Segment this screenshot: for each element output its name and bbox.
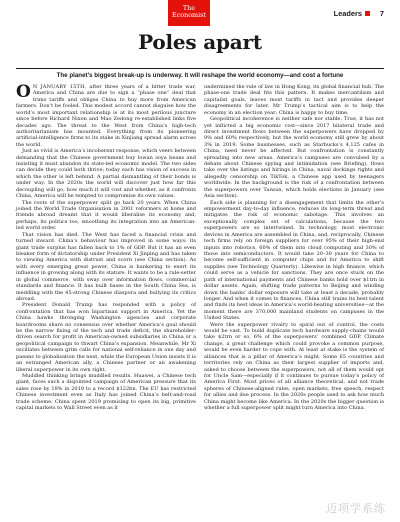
paragraph-3: The roots of the superpower split go back 20 years. When China joined the World Trade Organisation in 2001 reformers at home and friends abroad dreamt that it would liberalise its economy and, perhaps, its politics too, smoothing its integration into an American-led world order. <box>16 199 196 232</box>
left-column <box>16 84 196 412</box>
logo-line-2: Economist <box>171 11 206 19</box>
paragraph-10: Were the superpower rivalry to spiral out of control, the costs would be vast. To build duplicate tech hardware supply-chains would take $2trn or so, 6% of the superpowers’ combined GDP. Climate change, a great challenge which could provoke a common purpose, would be even harder to cope with. At least at stake is the system of alliances that is a pillar of America’s might. Some 65 countries and territories rely on China as their largest supplier of imports and, asked to choose between the superpowers, not all of them would opt for Uncle Sam—especially if it continues to pursue today’s policy of America First. Most prices of all alliance theoretical, and not trade spheres of Chinese-aligned rules, open markets, free speech, respect for allies and due process. In the 2020s people used to ask how much China might become like America. In the 2020s the bigger question is whether a full superpower split might turn America into China. <box>204 321 384 412</box>
logo-line-1: The <box>182 4 196 12</box>
paragraph-9: Each side is planning for a disengagement that limits the other’s empowerment day-to-day influence, reduces its long-term threat and mitigates the risk of economic sabotage. This involves an exceptionally complex set of calculations, because the two superpowers are so intertwined. In technology, most electronic devices in America are assembled in China, and, reciprocally, Chinese tech firms rely on foreign suppliers for over 95% of their high-end inputs into robotics, 60% of them into cloud computing and 30% of those into semiconductors. It would take 20–30 years for China to become self-sufficient in computer chips and for America to shift supplies (see Technology Quarterly). Likewise in high finance, which could serve as a vehicle for sanctions. They are once stuck on the path of international payments and Chinese banks hold over $1trn in dollar assets. Again, shifting trade patterns to Beijing and winding down the banks’ dollar exposure will take at least a decade, probably longer. And when it comes to finances, China still trains its best talent and finds its best ideas in America’s world-beating universities—at the moment there are 370,000 mainland students on campuses in the United States. <box>204 199 384 322</box>
paragraph-5: President Donald Trump has responded with a policy of confrontation that has won bipartisan support in America. Yet the China hawks thronging Washington agencies and corporate boardrooms share no consensus over whether America’s goal should be the narrow fixing of the tech and trade deficit, the shareholder-driven search for profit in American-owned subsidiaries in China or a geopolitical campaign to thwart China’s expansion. Meanwhile, Mr Xi oscillates between grim calls for national self-reliance in one day and paeans to globalisation the next, while the European Union insists it is an estranged American ally, a Chinese partner or an awakening liberal superpower in its own right. <box>16 302 196 373</box>
economist-logo <box>168 0 210 26</box>
page-number: 7 <box>379 9 384 18</box>
right-column <box>204 84 384 412</box>
paragraph-6: Muddled thinking brings muddled results. Huawei, a Chinese tech giant, faces such a disjointed campaign of American pressure that its sales rose by 18% in 2019 to a record $122bn. The EU has restricted Chinese investment even as Italy has joined China’s belt-and-road trade scheme. China spent 2019 promising to open its big, primitive capital markets to Wall Street even as it <box>16 372 196 412</box>
lead-in: N JANUARY 15TH, <box>32 84 87 90</box>
drop-cap: O <box>16 82 31 102</box>
paragraph-2: Just as vivid is America’s incoherent response, which veers between demanding that the Chinese government buy lowan soya beans and insisting it must abandon its state-led economic model. The two sides can decide they could both thrive; today each has vision of success in which the other is left behind. A partial dismantling of their bonds is under way. In the 2020s the world will discover just how far this decoupling will go, how much it will cost and whether, as it confronts China, America will be tempted to compromise its own values. <box>16 148 196 200</box>
paragraph-4: That vision has died. The West has faced a financial crisis and turned inward. China’s behaviour has improved in some ways: its giant trade surplus has fallen back to 1% of GDP. But it has an even bleaker form of dictatorship under President Xi Jinping and has taken to viewing America with distrust and scorn (see China section). As with every emerging great power, China is hankering to exert its influence in growing along with its stature. It wants to be a rule-setter in global commerce, with sway over information flows, commercial standards and finance. It has built bases in the South China Sea, is meddling with the 45-strong Chinese diaspora and bullying its critics abroad. <box>16 231 196 302</box>
article-headline: Poles apart <box>138 30 262 54</box>
headline-rule <box>16 68 384 69</box>
paragraph-1-text: after three years of a bitter trade war, America and China are due to sign a “phase one” deal that trims tariffs and obliges China to buy more from American farmers. Don’t be fooled. This modest accord cannot disguise how the world’s most important relationship is at its most perilous juncture since before Richard Nixon and Mao Zedong re-established links five decades ago. The threat to the West from China’s high-tech authoritarianism has mounted. Everything from its pioneering artificial-intelligence firms to its stake in Xinjiang spread alarm across the world. <box>16 84 196 148</box>
article-subheadline: The planet’s biggest break-up is underway. It will reshape the world economy—and cost a fortune <box>56 72 344 79</box>
red-marker <box>365 11 370 16</box>
paragraph-1 <box>16 84 196 148</box>
section-name: Leaders <box>333 9 362 18</box>
paragraph-8: Geopolitical incoherence is neither safe nor stable. True, it has not yet inflicted a big economic cost—since 2017 bilateral trade and direct investment flows between the superpowers have dropped by 9% and 60% respectively, but the world economy still grew by about 3% in 2019. Some businesses, such as Starbucks’s 4,125 cafes in China, need never be affected. But confrontation is constantly spreading into new areas. America’s campuses are convulsed by a debate about Chinese spying and intimidation (see Briefing), flows take over the listings and hirings in China, naval dockings rights and allegedly censorship on TikTok, a Chinese app used by teenagers worldwide. In the background is the risk of a confrontation between the superpowers over Taiwan, which holds elections in January (see Asia section). <box>204 116 384 200</box>
paragraph-7: undermined the rule of law in Hong Kong, its global financial hub. The phase-one trade deal fits this pattern. It makes mercantilism and capitalist goals, leaves most tariffs in tact and provides deeper disagreements for later. Mr Trump’s tactical aim is to help the economy in an election year; China is happy to buy time. <box>204 84 384 116</box>
watermark: 迈项学系练 <box>326 502 386 515</box>
